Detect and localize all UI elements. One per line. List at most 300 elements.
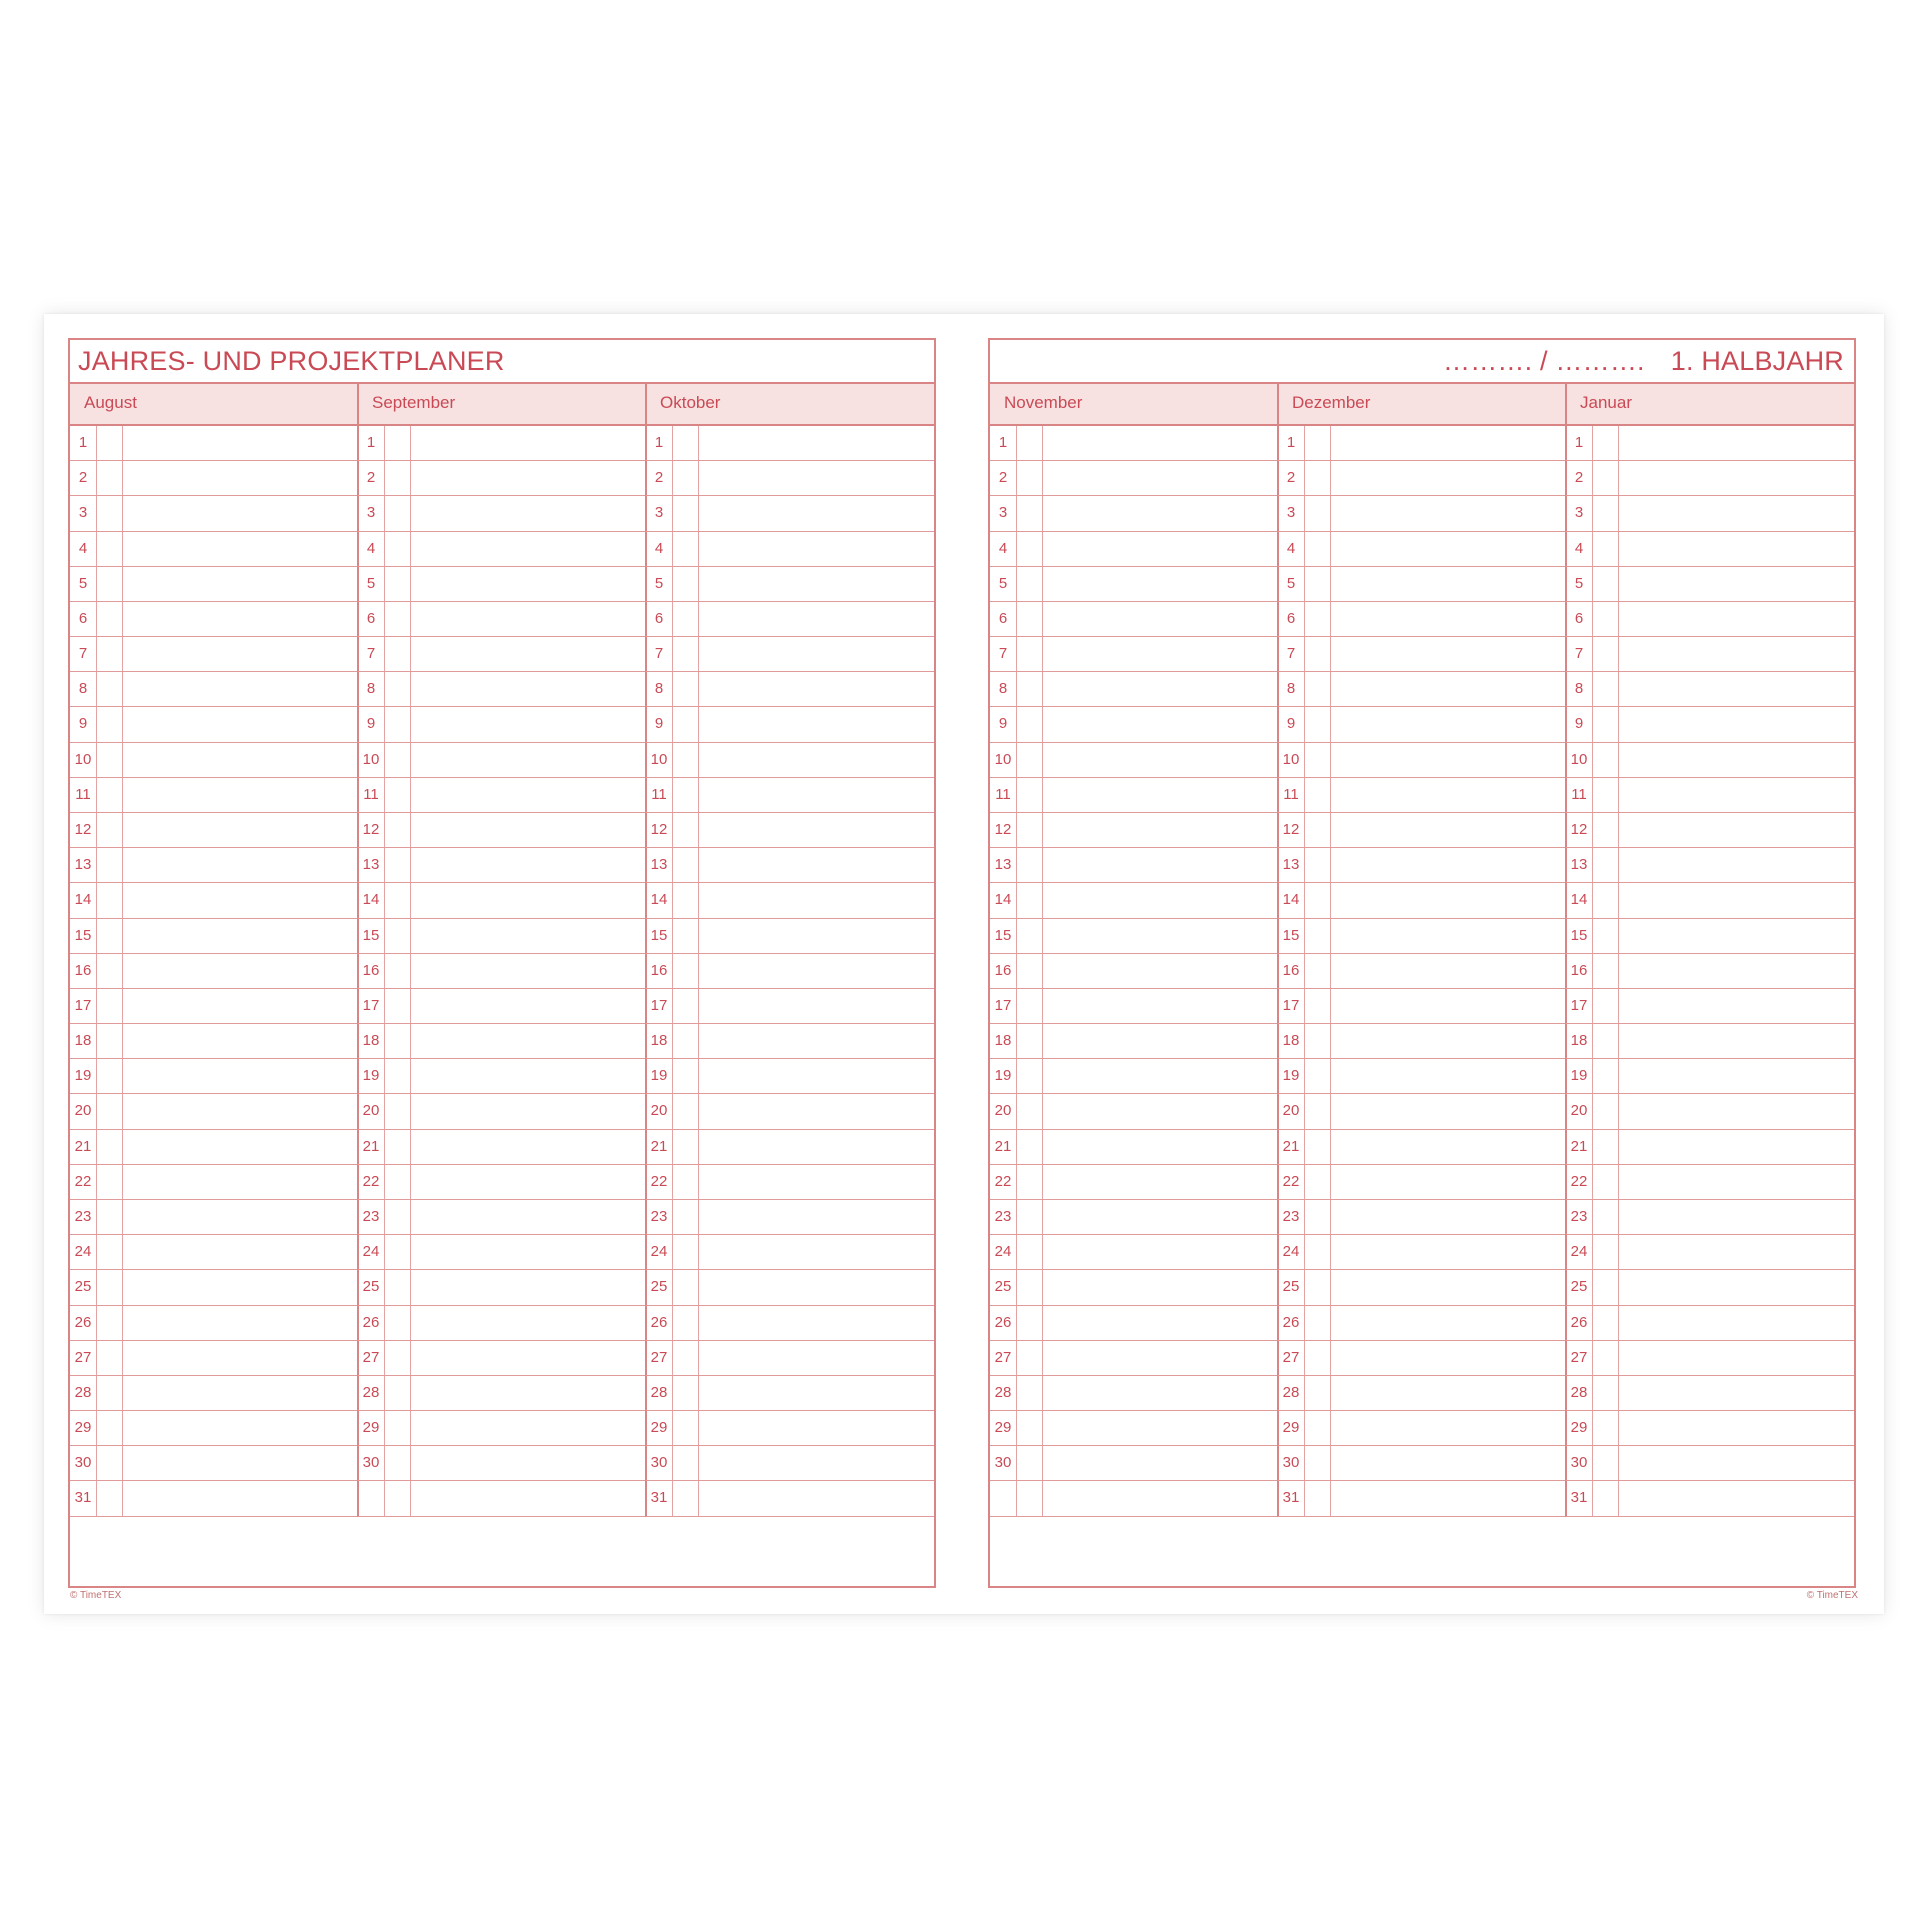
day-number: 6 (1286, 609, 1296, 627)
day-number: 2 (1574, 469, 1584, 487)
day-row[interactable] (70, 637, 358, 672)
day-number: 9 (998, 715, 1008, 733)
day-number: 26 (74, 1313, 92, 1331)
year-field[interactable]: ………. / ………. (1443, 346, 1645, 376)
day-row[interactable] (990, 567, 1278, 602)
day-row[interactable] (358, 1059, 646, 1094)
day-number: 18 (1282, 1032, 1300, 1050)
day-number: 5 (78, 574, 88, 592)
day-number: 25 (74, 1278, 92, 1296)
day-row[interactable] (358, 1130, 646, 1165)
day-row[interactable] (990, 778, 1278, 813)
day-number: 7 (366, 645, 376, 663)
day-number: 21 (74, 1137, 92, 1155)
day-row[interactable] (1566, 672, 1854, 707)
day-row[interactable] (1566, 1024, 1854, 1059)
day-number: 12 (1282, 820, 1300, 838)
day-row[interactable] (70, 461, 358, 496)
day-row[interactable] (1566, 1059, 1854, 1094)
day-number: 7 (1286, 645, 1296, 663)
day-row[interactable] (70, 1481, 358, 1516)
day-number: 15 (650, 926, 668, 944)
day-number: 15 (994, 926, 1012, 944)
day-number: 13 (362, 856, 380, 874)
day-row[interactable] (70, 532, 358, 567)
day-row[interactable] (990, 1059, 1278, 1094)
day-number: 10 (74, 750, 92, 768)
day-number: 28 (994, 1383, 1012, 1401)
day-row[interactable] (646, 1341, 934, 1376)
day-row[interactable] (358, 461, 646, 496)
day-number: 4 (366, 539, 376, 557)
day-number: 25 (1282, 1278, 1300, 1296)
day-number: 23 (362, 1207, 380, 1225)
day-row[interactable] (1566, 532, 1854, 567)
day-number: 2 (998, 469, 1008, 487)
day-row[interactable] (990, 532, 1278, 567)
day-row[interactable] (1278, 1270, 1566, 1305)
day-number: 19 (994, 1067, 1012, 1085)
day-row[interactable] (646, 1130, 934, 1165)
day-row[interactable] (70, 1411, 358, 1446)
day-row[interactable] (1566, 461, 1854, 496)
day-row[interactable] (358, 1270, 646, 1305)
day-row[interactable] (70, 848, 358, 883)
day-number: 14 (362, 891, 380, 909)
day-row[interactable] (358, 1306, 646, 1341)
day-row[interactable] (1278, 1411, 1566, 1446)
day-row[interactable] (646, 989, 934, 1024)
day-row[interactable] (358, 496, 646, 531)
day-number: 20 (362, 1102, 380, 1120)
day-number: 21 (650, 1137, 668, 1155)
day-number: 29 (1282, 1419, 1300, 1437)
day-row[interactable] (646, 602, 934, 637)
day-number: 10 (1570, 750, 1588, 768)
day-row[interactable] (646, 496, 934, 531)
day-row[interactable] (1566, 883, 1854, 918)
day-row[interactable] (1278, 778, 1566, 813)
day-number: 19 (650, 1067, 668, 1085)
day-row[interactable] (646, 1376, 934, 1411)
day-number: 10 (994, 750, 1012, 768)
day-row[interactable] (1278, 1446, 1566, 1481)
day-number: 10 (1282, 750, 1300, 768)
day-number: 6 (998, 609, 1008, 627)
day-row[interactable] (1566, 1094, 1854, 1129)
day-row[interactable] (358, 813, 646, 848)
day-number: 28 (1282, 1383, 1300, 1401)
day-rows (70, 426, 358, 1507)
day-row[interactable] (1566, 496, 1854, 531)
day-row[interactable] (646, 813, 934, 848)
day-row[interactable] (1566, 848, 1854, 883)
day-row[interactable] (1278, 567, 1566, 602)
day-row[interactable] (358, 637, 646, 672)
day-number: 12 (74, 820, 92, 838)
planner-title: JAHRES- UND PROJEKTPLANER (78, 346, 505, 376)
day-number: 4 (1574, 539, 1584, 557)
day-number: 30 (650, 1454, 668, 1472)
day-number: 8 (78, 680, 88, 698)
day-row[interactable] (358, 778, 646, 813)
day-row[interactable] (990, 954, 1278, 989)
day-row[interactable] (70, 707, 358, 742)
day-number: 27 (994, 1348, 1012, 1366)
day-row[interactable] (358, 1341, 646, 1376)
day-number: 10 (650, 750, 668, 768)
day-number: 30 (1570, 1454, 1588, 1472)
day-row[interactable] (1566, 1130, 1854, 1165)
day-number (990, 1481, 1016, 1515)
day-number: 20 (994, 1102, 1012, 1120)
day-row[interactable] (1566, 1341, 1854, 1376)
day-row[interactable] (1566, 1411, 1854, 1446)
day-row[interactable] (990, 1130, 1278, 1165)
day-row[interactable] (1566, 1376, 1854, 1411)
day-number: 27 (74, 1348, 92, 1366)
day-row[interactable] (990, 1235, 1278, 1270)
day-number: 31 (1282, 1489, 1300, 1507)
day-number: 11 (363, 785, 379, 803)
day-row[interactable] (646, 567, 934, 602)
day-row[interactable] (358, 1481, 646, 1516)
day-row[interactable] (990, 672, 1278, 707)
day-row[interactable] (646, 954, 934, 989)
day-number: 25 (650, 1278, 668, 1296)
day-row[interactable] (70, 1376, 358, 1411)
day-row[interactable] (990, 1411, 1278, 1446)
day-row[interactable] (1566, 919, 1854, 954)
day-row[interactable] (70, 496, 358, 531)
day-row[interactable] (646, 461, 934, 496)
day-row[interactable] (646, 1411, 934, 1446)
day-number: 15 (1570, 926, 1588, 944)
day-number: 25 (362, 1278, 380, 1296)
day-row[interactable] (1278, 1376, 1566, 1411)
day-row[interactable] (358, 1165, 646, 1200)
day-row[interactable] (70, 1270, 358, 1305)
day-row[interactable] (646, 1306, 934, 1341)
day-number: 1 (998, 434, 1008, 451)
day-number: 12 (362, 820, 380, 838)
day-row[interactable] (358, 1446, 646, 1481)
day-row[interactable] (646, 1200, 934, 1235)
day-row[interactable] (990, 743, 1278, 778)
day-number: 23 (1282, 1207, 1300, 1225)
day-number: 6 (78, 609, 88, 627)
day-row[interactable] (1566, 567, 1854, 602)
month-header: Januar (1566, 384, 1854, 426)
day-number: 13 (1570, 856, 1588, 874)
day-row[interactable] (358, 1200, 646, 1235)
day-row[interactable] (990, 919, 1278, 954)
day-row[interactable] (646, 848, 934, 883)
day-number: 19 (74, 1067, 92, 1085)
day-number: 8 (1574, 680, 1584, 698)
day-number: 4 (998, 539, 1008, 557)
day-number: 13 (1282, 856, 1300, 874)
day-number: 5 (1286, 574, 1296, 592)
day-number: 1 (366, 434, 376, 451)
day-row[interactable] (1278, 919, 1566, 954)
day-row[interactable] (1278, 954, 1566, 989)
day-number: 14 (650, 891, 668, 909)
day-row[interactable] (1566, 1446, 1854, 1481)
day-number: 8 (1286, 680, 1296, 698)
day-row[interactable] (358, 883, 646, 918)
day-number: 16 (994, 961, 1012, 979)
day-row[interactable] (990, 496, 1278, 531)
day-number: 3 (998, 504, 1008, 522)
day-row[interactable] (646, 1059, 934, 1094)
day-row[interactable] (646, 707, 934, 742)
day-row[interactable] (1278, 1200, 1566, 1235)
day-number: 17 (650, 996, 668, 1014)
day-row[interactable] (990, 1306, 1278, 1341)
day-row[interactable] (990, 989, 1278, 1024)
day-row[interactable] (1566, 954, 1854, 989)
day-number: 17 (994, 996, 1012, 1014)
day-row[interactable] (1566, 813, 1854, 848)
day-row[interactable] (1278, 1059, 1566, 1094)
day-row[interactable] (358, 848, 646, 883)
day-row[interactable] (646, 1481, 934, 1516)
day-row[interactable] (1566, 1200, 1854, 1235)
day-row[interactable] (1566, 1481, 1854, 1516)
day-number: 9 (654, 715, 664, 733)
day-number: 4 (1286, 539, 1296, 557)
day-row[interactable] (1566, 1270, 1854, 1305)
day-row[interactable] (1278, 426, 1566, 461)
day-row[interactable] (990, 1481, 1278, 1516)
day-number: 12 (994, 820, 1012, 838)
day-row[interactable] (1278, 1306, 1566, 1341)
day-row[interactable] (1278, 1165, 1566, 1200)
day-row[interactable] (1278, 883, 1566, 918)
day-row[interactable] (70, 919, 358, 954)
day-number: 3 (366, 504, 376, 522)
day-row[interactable] (646, 1235, 934, 1270)
day-row[interactable] (70, 1446, 358, 1481)
day-number: 6 (1574, 609, 1584, 627)
day-row[interactable] (70, 426, 358, 461)
day-row[interactable] (1278, 532, 1566, 567)
day-row[interactable] (646, 426, 934, 461)
day-row[interactable] (358, 743, 646, 778)
day-row[interactable] (990, 1094, 1278, 1129)
day-row[interactable] (70, 1306, 358, 1341)
day-number: 21 (1282, 1137, 1300, 1155)
day-number: 7 (998, 645, 1008, 663)
day-row[interactable] (990, 426, 1278, 461)
day-row[interactable] (70, 567, 358, 602)
day-row[interactable] (1278, 848, 1566, 883)
day-number: 28 (74, 1383, 92, 1401)
day-row[interactable] (70, 778, 358, 813)
day-number: 11 (75, 785, 91, 803)
day-row[interactable] (70, 1200, 358, 1235)
day-number: 2 (1286, 469, 1296, 487)
day-number: 19 (1282, 1067, 1300, 1085)
day-row[interactable] (70, 1165, 358, 1200)
day-row[interactable] (1566, 426, 1854, 461)
day-row[interactable] (358, 1094, 646, 1129)
day-number: 13 (994, 856, 1012, 874)
day-row[interactable] (358, 672, 646, 707)
title-row (70, 340, 934, 384)
day-row[interactable] (646, 532, 934, 567)
day-number: 28 (650, 1383, 668, 1401)
day-row[interactable] (990, 1446, 1278, 1481)
day-number: 14 (994, 891, 1012, 909)
day-row[interactable] (646, 637, 934, 672)
day-row[interactable] (990, 1376, 1278, 1411)
day-row[interactable] (646, 1270, 934, 1305)
day-row[interactable] (990, 1200, 1278, 1235)
day-number: 3 (1574, 504, 1584, 522)
day-row[interactable] (646, 743, 934, 778)
day-number: 13 (74, 856, 92, 874)
day-number: 24 (1282, 1243, 1300, 1261)
day-number: 5 (1574, 574, 1584, 592)
day-row[interactable] (358, 707, 646, 742)
day-row[interactable] (358, 1235, 646, 1270)
day-number: 9 (78, 715, 88, 733)
day-row[interactable] (646, 883, 934, 918)
day-row[interactable] (70, 1130, 358, 1165)
day-row[interactable] (990, 813, 1278, 848)
day-row[interactable] (358, 1376, 646, 1411)
day-row[interactable] (1566, 637, 1854, 672)
day-row[interactable] (358, 1024, 646, 1059)
day-row[interactable] (358, 602, 646, 637)
day-row[interactable] (358, 426, 646, 461)
day-number: 7 (1574, 645, 1584, 663)
day-number: 15 (74, 926, 92, 944)
day-row[interactable] (646, 778, 934, 813)
day-row[interactable] (70, 954, 358, 989)
day-number: 14 (1282, 891, 1300, 909)
day-row[interactable] (1566, 602, 1854, 637)
day-row[interactable] (1278, 637, 1566, 672)
day-row[interactable] (358, 954, 646, 989)
day-number: 26 (650, 1313, 668, 1331)
day-row[interactable] (70, 672, 358, 707)
day-row[interactable] (990, 707, 1278, 742)
day-row[interactable] (1566, 1306, 1854, 1341)
day-row[interactable] (358, 919, 646, 954)
day-row[interactable] (1566, 743, 1854, 778)
day-row[interactable] (1278, 707, 1566, 742)
day-row[interactable] (990, 637, 1278, 672)
day-number: 8 (654, 680, 664, 698)
day-row[interactable] (358, 532, 646, 567)
day-row[interactable] (990, 602, 1278, 637)
day-row[interactable] (990, 848, 1278, 883)
day-row[interactable] (646, 919, 934, 954)
day-row[interactable] (358, 989, 646, 1024)
day-row[interactable] (1278, 743, 1566, 778)
day-number: 22 (362, 1172, 380, 1190)
day-number: 21 (1570, 1137, 1588, 1155)
day-row[interactable] (70, 989, 358, 1024)
day-number: 9 (366, 715, 376, 733)
day-row[interactable] (990, 1270, 1278, 1305)
day-number: 22 (650, 1172, 668, 1190)
day-row[interactable] (990, 1341, 1278, 1376)
day-row[interactable] (1566, 778, 1854, 813)
day-row[interactable] (1278, 813, 1566, 848)
day-row[interactable] (990, 461, 1278, 496)
day-row[interactable] (1278, 496, 1566, 531)
day-row[interactable] (70, 743, 358, 778)
month-columns (70, 384, 934, 1586)
day-row[interactable] (646, 1165, 934, 1200)
day-row[interactable] (990, 883, 1278, 918)
day-number: 28 (362, 1383, 380, 1401)
day-number: 24 (650, 1243, 668, 1261)
day-row[interactable] (990, 1165, 1278, 1200)
right-page (988, 338, 1856, 1588)
day-number: 23 (74, 1207, 92, 1225)
day-number: 1 (78, 434, 88, 451)
day-row[interactable] (646, 1024, 934, 1059)
day-row[interactable] (1278, 461, 1566, 496)
day-row[interactable] (358, 1411, 646, 1446)
day-number: 22 (74, 1172, 92, 1190)
day-row[interactable] (1566, 707, 1854, 742)
day-row[interactable] (70, 1024, 358, 1059)
day-row[interactable] (646, 1446, 934, 1481)
day-row[interactable] (1278, 1130, 1566, 1165)
day-row[interactable] (70, 1341, 358, 1376)
day-row[interactable] (70, 602, 358, 637)
day-row[interactable] (70, 1059, 358, 1094)
day-number: 1 (1286, 434, 1296, 451)
day-row[interactable] (358, 567, 646, 602)
day-number: 28 (1570, 1383, 1588, 1401)
day-number: 16 (1282, 961, 1300, 979)
day-number: 29 (1570, 1419, 1588, 1437)
day-row[interactable] (70, 1094, 358, 1129)
day-row[interactable] (646, 672, 934, 707)
day-number (358, 1481, 384, 1515)
day-number: 25 (994, 1278, 1012, 1296)
day-row[interactable] (1278, 1024, 1566, 1059)
day-row[interactable] (70, 883, 358, 918)
day-number: 23 (1570, 1207, 1588, 1225)
day-row[interactable] (1278, 1481, 1566, 1516)
day-row[interactable] (1278, 672, 1566, 707)
day-row[interactable] (1566, 989, 1854, 1024)
day-row[interactable] (1278, 602, 1566, 637)
day-row[interactable] (646, 1094, 934, 1129)
day-row[interactable] (70, 813, 358, 848)
day-row[interactable] (990, 1024, 1278, 1059)
day-row[interactable] (1566, 1235, 1854, 1270)
day-row[interactable] (1566, 1165, 1854, 1200)
day-number: 22 (1282, 1172, 1300, 1190)
day-row[interactable] (1278, 1235, 1566, 1270)
day-number: 12 (1570, 820, 1588, 838)
day-number: 20 (1282, 1102, 1300, 1120)
day-row[interactable] (70, 1235, 358, 1270)
day-row[interactable] (1278, 1094, 1566, 1129)
day-row[interactable] (1278, 989, 1566, 1024)
month-column-dezember (1278, 384, 1566, 1586)
day-row[interactable] (1278, 1341, 1566, 1376)
